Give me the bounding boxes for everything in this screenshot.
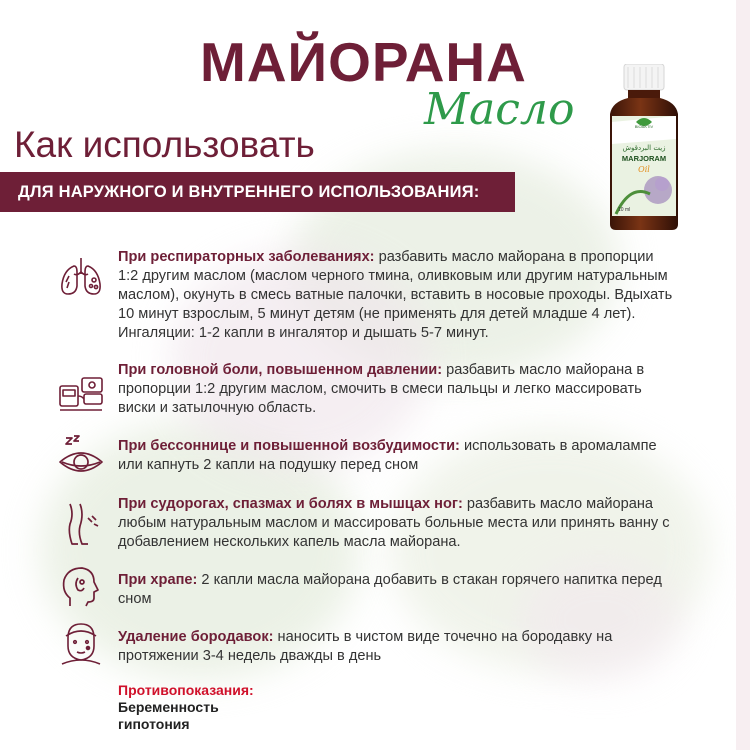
lungs-icon: [56, 252, 106, 302]
usage-item-lead: При судорогах, спазмах и болях в мышцах ног:: [118, 496, 463, 512]
bottle-latin-text: MARJORAM: [621, 154, 667, 163]
usage-item-text: разбавить масло майорана в пропорции 1:2 другим маслом (маслом черного тмина, оливковым или другим натуральным маслом), окунуть в смесь ватные палочки, вставить в носовые проходы. Вдыхать 10 минут взрослым, 5 минут детям (не применять для детей младше 4 лет). Ингаляции: 1-2 капли в ингалятор и дышать 5-7 минут.: [118, 249, 673, 341]
product-subtitle: Масло: [424, 84, 575, 135]
contraindications-title: Противопоказания:: [118, 682, 254, 698]
usage-item-text: 2 капли масла майорана добавить в стакан горячего напитка перед сном: [118, 572, 662, 607]
usage-banner: ДЛЯ НАРУЖНОГО И ВНУТРЕННЕГО ИСПОЛЬЗОВАНИЯ:: [0, 172, 515, 212]
usage-item-respiratory: [118, 248, 673, 343]
usage-item-lead: При бессоннице и повышенной возбудимости:: [118, 438, 460, 454]
legs-cramp-icon: [56, 500, 106, 550]
right-edge-strip: [736, 0, 750, 750]
bottle-brand-text: BIOAKTIV: [634, 124, 654, 129]
bottle-oil-text: Oil: [638, 165, 650, 174]
usage-item-lead: При головной боли, повышенном давлении:: [118, 362, 443, 378]
usage-item-warts: [118, 628, 673, 666]
usage-item-snoring: [118, 571, 673, 609]
usage-item-cramps: [118, 495, 673, 552]
how-to-use-heading: Как использовать: [14, 124, 315, 165]
product-bottle-image: [606, 64, 682, 232]
face-wart-icon: [56, 618, 106, 668]
usage-item-lead: Удаление бородавок:: [118, 629, 274, 645]
bottle-volume-text: 10 ml: [618, 207, 631, 213]
usage-item-text: использовать в аромалампе или капнуть 2 капли на подушку перед сном: [118, 438, 657, 473]
usage-item-lead: При респираторных заболеваниях:: [118, 249, 375, 265]
usage-item-text: разбавить масло майорана любым натуральным маслом и массировать больные места или принять ванну с добавлением нескольких капель масла майорана.: [118, 496, 670, 550]
bottle-arabic-text: زيت البردقوش: [622, 144, 666, 152]
usage-item-insomnia: [118, 437, 673, 475]
sleeping-eye-icon: [56, 432, 106, 482]
usage-item-headache: [118, 361, 673, 418]
snoring-head-icon: [56, 562, 106, 612]
contraindication-item: Беременность: [118, 699, 219, 715]
usage-item-text: разбавить масло майорана в пропорции 1:2 другим маслом, смочить в смеси пальцы и легко массировать виски и затылочную область.: [118, 362, 645, 416]
usage-item-lead: При храпе:: [118, 572, 198, 588]
blood-pressure-monitor-icon: [56, 368, 106, 418]
product-title: МАЙОРАНА: [200, 31, 527, 93]
contraindication-item: гипотония: [118, 716, 190, 732]
contraindications-block: [118, 682, 254, 733]
usage-item-text: наносить в чистом виде точечно на бородавку на протяжении 3-4 недель дважды в день: [118, 629, 613, 664]
